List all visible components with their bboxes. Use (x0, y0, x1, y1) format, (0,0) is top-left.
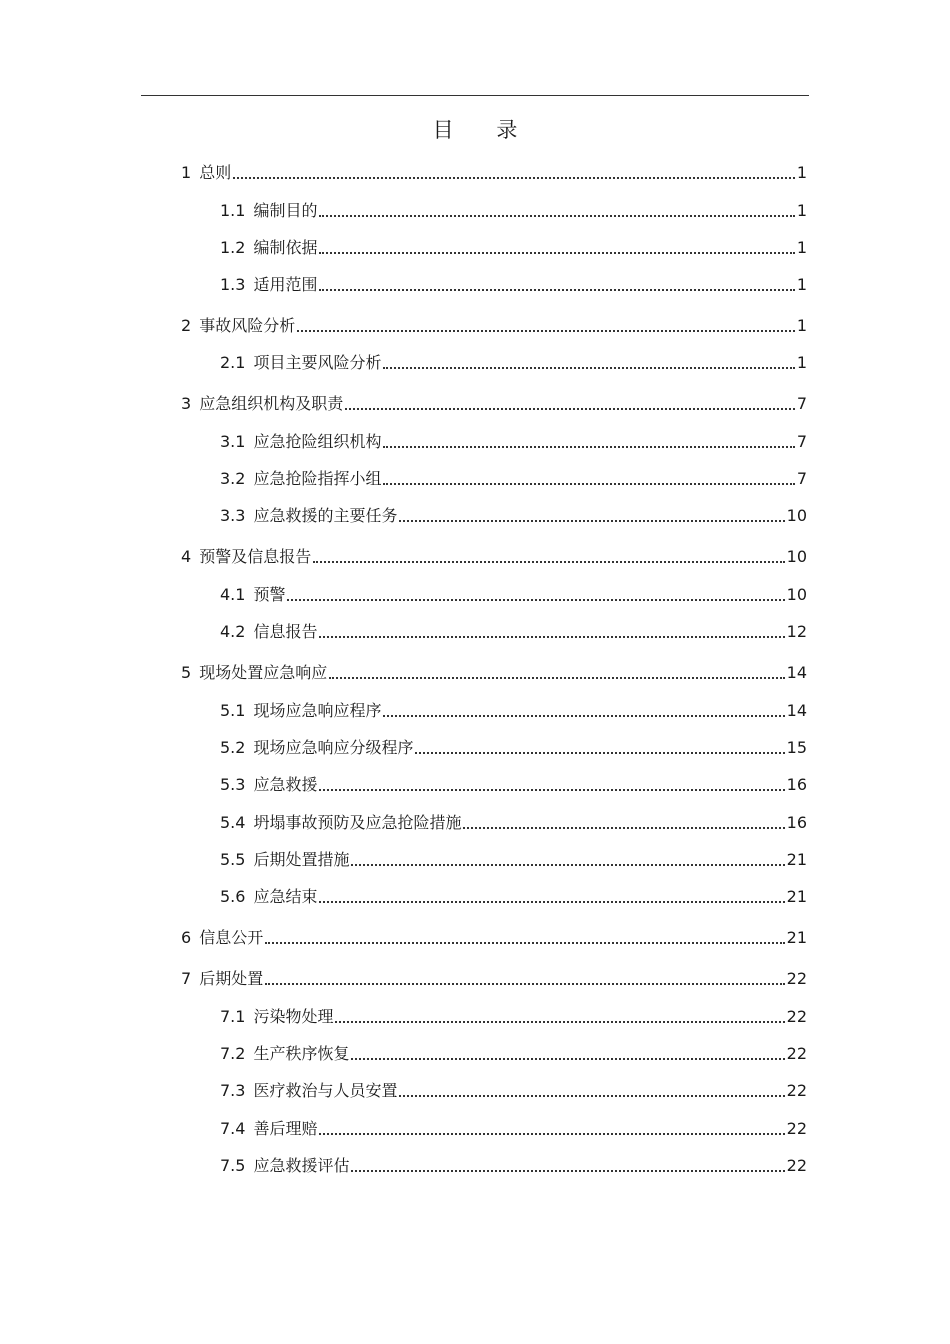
toc-entry-label: 适用范围 (253, 275, 318, 294)
toc-entry-label: 应急抢险组织机构 (253, 432, 382, 451)
toc-entry[interactable] (220, 1153, 807, 1177)
toc-entry-number: 2 (181, 316, 192, 335)
toc-entry-label: 应急组织机构及职责 (199, 394, 344, 413)
toc-entry-label: 项目主要风险分析 (253, 353, 382, 372)
toc-entry-page: 7 (796, 469, 807, 488)
toc-entry[interactable] (181, 660, 807, 684)
toc-entry-number: 1.2 (220, 238, 246, 257)
toc-entry-label: 后期处置 (199, 969, 264, 988)
toc-entry-number: 4.1 (220, 585, 246, 604)
toc-entry-page: 10 (786, 547, 807, 566)
toc-dot-leader (335, 1021, 784, 1023)
toc-entry-page: 10 (786, 585, 807, 604)
toc-entry-number: 5 (181, 663, 192, 682)
toc-dot-leader (415, 752, 784, 754)
toc-entry-page: 1 (796, 238, 807, 257)
toc-entry-page: 16 (786, 813, 807, 832)
toc-entry-label: 现场处置应急响应 (199, 663, 328, 682)
toc-entry[interactable] (220, 1004, 807, 1028)
toc-entry-page: 22 (786, 969, 807, 988)
toc-entry[interactable] (220, 466, 807, 490)
toc-entry-label: 现场应急响应分级程序 (253, 738, 414, 757)
toc-entry-label: 应急抢险指挥小组 (253, 469, 382, 488)
toc-entry[interactable] (220, 272, 807, 296)
toc-entry[interactable] (181, 925, 807, 949)
toc-entry[interactable] (220, 1116, 807, 1140)
toc-entry-label: 事故风险分析 (199, 316, 296, 335)
toc-dot-leader (383, 446, 794, 448)
toc-entry[interactable] (181, 391, 807, 415)
toc-entry-page: 1 (796, 163, 807, 182)
toc-entry[interactable] (220, 735, 807, 759)
toc-entry-page: 10 (786, 506, 807, 525)
toc-entry[interactable] (181, 544, 807, 568)
toc-entry-number: 5.6 (220, 887, 246, 906)
toc-entry-label: 污染物处理 (253, 1007, 334, 1026)
toc-entry-number: 4 (181, 547, 192, 566)
toc-entry-page: 21 (786, 887, 807, 906)
toc-entry-number: 7.3 (220, 1081, 246, 1100)
toc-entry-label: 信息报告 (253, 622, 318, 641)
toc-dot-leader (265, 942, 784, 944)
toc-entry-label: 医疗救治与人员安置 (253, 1081, 398, 1100)
toc-dot-leader (383, 483, 794, 485)
toc-entry-number: 7 (181, 969, 192, 988)
toc-dot-leader (351, 1170, 784, 1172)
toc-dot-leader (399, 1095, 784, 1097)
toc-entry-label: 后期处置措施 (253, 850, 350, 869)
toc-entry[interactable] (220, 503, 807, 527)
toc-entry-page: 7 (796, 394, 807, 413)
toc-entry-number: 4.2 (220, 622, 246, 641)
toc-entry-number: 7.5 (220, 1156, 246, 1175)
toc-entry[interactable] (220, 884, 807, 908)
toc-entry-page: 22 (786, 1081, 807, 1100)
toc-entry-page: 22 (786, 1007, 807, 1026)
toc-entry-page: 1 (796, 353, 807, 372)
toc-title: 目 录 (432, 118, 536, 142)
toc-entry[interactable] (220, 198, 807, 222)
toc-entry-page: 7 (796, 432, 807, 451)
toc-entry[interactable] (220, 698, 807, 722)
toc-entry-label: 预警及信息报告 (199, 547, 312, 566)
toc-entry[interactable] (220, 429, 807, 453)
toc-entry-page: 14 (786, 701, 807, 720)
toc-entry-label: 应急救援的主要任务 (253, 506, 398, 525)
toc-entry-page: 1 (796, 275, 807, 294)
toc-entry[interactable] (220, 847, 807, 871)
toc-entry-page: 16 (786, 775, 807, 794)
toc-entry-number: 6 (181, 928, 192, 947)
toc-entry-label: 总则 (199, 163, 232, 182)
toc-entry-page: 15 (786, 738, 807, 757)
toc-entry[interactable] (181, 313, 807, 337)
toc-entry-page: 14 (786, 663, 807, 682)
toc-entry[interactable] (220, 1041, 807, 1065)
toc-entry-number: 5.1 (220, 701, 246, 720)
toc-entry-page: 22 (786, 1044, 807, 1063)
toc-entry-number: 1.3 (220, 275, 246, 294)
toc-entry-page: 22 (786, 1156, 807, 1175)
toc-dot-leader (265, 983, 784, 985)
toc-entry-page: 1 (796, 316, 807, 335)
toc-entry[interactable] (220, 582, 807, 606)
toc-dot-leader (297, 330, 795, 332)
toc-dot-leader (319, 289, 794, 291)
toc-entry-number: 2.1 (220, 353, 246, 372)
toc-dot-leader (319, 252, 794, 254)
toc-dot-leader (399, 520, 784, 522)
toc-dot-leader (319, 215, 794, 217)
toc-entry-number: 3 (181, 394, 192, 413)
toc-entry-label: 善后理赔 (253, 1119, 318, 1138)
toc-dot-leader (383, 715, 784, 717)
toc-entry-label: 编制依据 (253, 238, 318, 257)
toc-entry-label: 信息公开 (199, 928, 264, 947)
toc-entry-number: 7.1 (220, 1007, 246, 1026)
toc-dot-leader (233, 177, 795, 179)
toc-entry-label: 应急救援 (253, 775, 318, 794)
toc-dot-leader (319, 789, 784, 791)
toc-dot-leader (287, 599, 784, 601)
toc-entry[interactable] (220, 1078, 807, 1102)
toc-entry-page: 1 (796, 201, 807, 220)
toc-entry-page: 12 (786, 622, 807, 641)
toc-entry-page: 21 (786, 928, 807, 947)
toc-entry-number: 5.4 (220, 813, 246, 832)
toc-entry[interactable] (220, 235, 807, 259)
toc-entry[interactable] (220, 772, 807, 796)
toc-entry[interactable] (181, 966, 807, 990)
toc-entry[interactable] (220, 619, 807, 643)
toc-entry-number: 5.5 (220, 850, 246, 869)
toc-entry-number: 3.3 (220, 506, 246, 525)
toc-entry-number: 3.2 (220, 469, 246, 488)
toc-entry-number: 5.2 (220, 738, 246, 757)
toc-entry-page: 22 (786, 1119, 807, 1138)
toc-entry-number: 5.3 (220, 775, 246, 794)
toc-entry-number: 3.1 (220, 432, 246, 451)
toc-entry-label: 生产秩序恢复 (253, 1044, 350, 1063)
toc-entry-label: 编制目的 (253, 201, 318, 220)
toc-dot-leader (329, 677, 784, 679)
toc-dot-leader (319, 901, 784, 903)
toc-entry-number: 1 (181, 163, 192, 182)
toc-entry-label: 坍塌事故预防及应急抢险措施 (253, 813, 462, 832)
toc-dot-leader (351, 1058, 784, 1060)
toc-dot-leader (313, 561, 784, 563)
toc-entry-number: 7.2 (220, 1044, 246, 1063)
toc-dot-leader (345, 408, 795, 410)
toc-dot-leader (383, 367, 794, 369)
toc-dot-leader (463, 827, 784, 829)
toc-dot-leader (319, 636, 784, 638)
toc-entry-label: 应急结束 (253, 887, 318, 906)
toc-entry-number: 1.1 (220, 201, 246, 220)
toc-entry-number: 7.4 (220, 1119, 246, 1138)
toc-entry-label: 预警 (253, 585, 286, 604)
toc-entry-label: 应急救援评估 (253, 1156, 350, 1175)
toc-entry-page: 21 (786, 850, 807, 869)
toc-entry[interactable] (220, 350, 807, 374)
toc-entry[interactable] (181, 160, 807, 184)
toc-dot-leader (319, 1133, 784, 1135)
toc-entry-label: 现场应急响应程序 (253, 701, 382, 720)
toc-entry[interactable] (220, 810, 807, 834)
toc-dot-leader (351, 864, 784, 866)
